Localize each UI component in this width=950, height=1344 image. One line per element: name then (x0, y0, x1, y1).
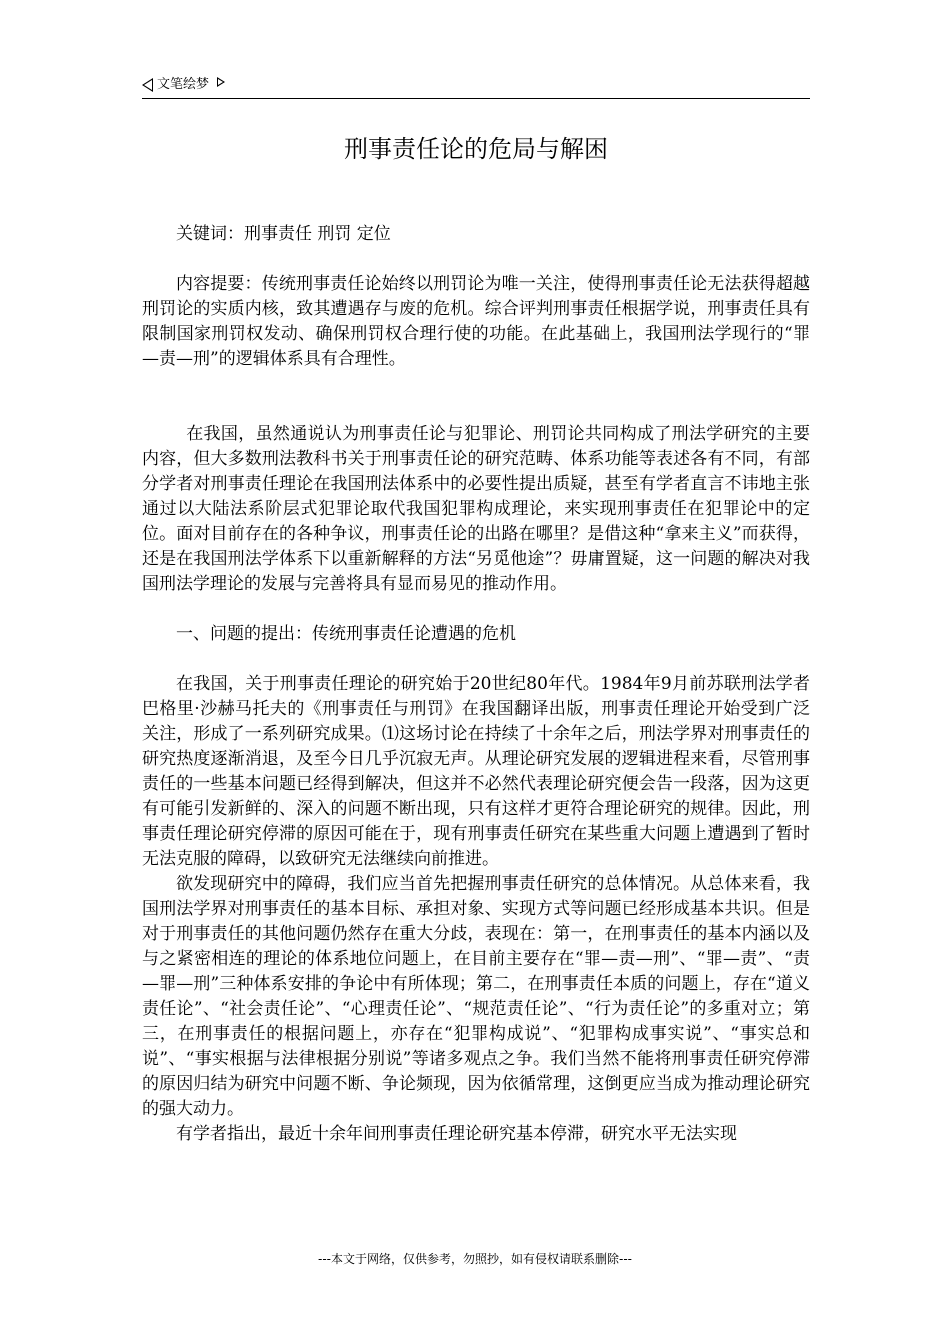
page-header (142, 74, 810, 96)
body-paragraph: 欲发现研究中的障碍，我们应当首先把握刑事责任研究的总体情况。从总体来看，我国刑法学界对刑事责任的基本目标、承担对象、实现方式等问题已经形成基本共识。但是对于刑事责任的其他问题仍然存在重大分歧，表现在：第一，在刑事责任的基本内涵以及与之紧密相连的理论的体系地位问题上，在目前主要存在“罪—责—刑”、“罪—责”、“责—罪—刑”三种体系安排的争论中有所体现；第二，在刑事责任本质的问题上，存在“道义责任论”、“社会责任论”、“心理责任论”、“规范责任论”、“行为责任论”的多重对立；第三，在刑事责任的根据问题上，亦存在“犯罪构成说”、“犯罪构成事实说”、“事实总和说”、“事实根据与法律根据分别说”等诸多观点之争。我们当然不能将刑事责任研究停滞的原因归结为研究中问题不断、争论频现，因为依循常理，这倒更应当成为推动理论研究的强大动力。 (142, 874, 810, 1119)
header-brand-text: 文笔绘梦 (157, 77, 210, 92)
triangle-right-icon (217, 77, 225, 87)
abstract: 内容提要：传统刑事责任论始终以刑罚论为唯一关注，使得刑事责任论无法获得超越刑罚论的实质内核，致其遭遇存与废的危机。综合评判刑事责任根据学说，刑事责任具有限制国家刑罚权发动、确保刑罚权合理行使的功能。在此基础上，我国刑法学现行的“罪—责—刑”的逻辑体系具有合理性。 (142, 274, 810, 369)
page-footer: ---本文于网络，仅供参考，勿照抄，如有侵权请联系删除--- (318, 1252, 632, 1266)
triangle-left-icon (142, 78, 153, 92)
header-divider (142, 98, 810, 99)
body-paragraph: 有学者指出，最近十余年间刑事责任理论研究基本停滞，研究水平无法实现 (176, 1124, 737, 1144)
header-brand (142, 74, 225, 96)
document-body (142, 222, 810, 1147)
section-heading: 一、问题的提出：传统刑事责任论遭遇的危机 (176, 624, 516, 644)
document-title: 刑事责任论的危局与解困 (344, 135, 608, 163)
keywords: 关键词：刑事责任 刑罚 定位 (176, 224, 391, 244)
intro-paragraph: 在我国，虽然通说认为刑事责任论与犯罪论、刑罚论共同构成了刑法学研究的主要内容，但大多数刑法教科书关于刑事责任论的研究范畴、体系功能等表述各有不同，有部分学者对刑事责任理论在我国刑法体系中的必要性提出质疑，甚至有学者直言不讳地主张通过以大陆法系阶层式犯罪论取代我国犯罪构成理论，来实现刑事责任在犯罪论中的定位。面对目前存在的各种争议，刑事责任论的出路在哪里？是借这种“拿来主义”而获得，还是在我国刑法学体系下以重新解释的方法“另觅他途”？毋庸置疑，这一问题的解决对我国刑法学理论的发展与完善将具有显而易见的推动作用。 (142, 424, 810, 594)
body-paragraph: 在我国，关于刑事责任理论的研究始于20世纪80年代。1984年9月前苏联刑法学者巴格里·沙赫马托夫的《刑事责任与刑罚》在我国翻译出版，刑事责任理论开始受到广泛关注，形成了一系列研究成果。⑴这场讨论在持续了十余年之后，刑法学界对刑事责任的研究热度逐渐消退，及至今日几乎沉寂无声。从理论研究发展的逻辑进程来看，尽管刑事责任的一些基本问题已经得到解决，但这并不必然代表理论研究便会告一段落，因为这更有可能引发新鲜的、深入的问题不断出现，只有这样才更符合理论研究的规律。因此，刑事责任理论研究停滞的原因可能在于，现有刑事责任研究在某些重大问题上遭遇到了暂时无法克服的障碍，以致研究无法继续向前推进。 (142, 674, 810, 869)
